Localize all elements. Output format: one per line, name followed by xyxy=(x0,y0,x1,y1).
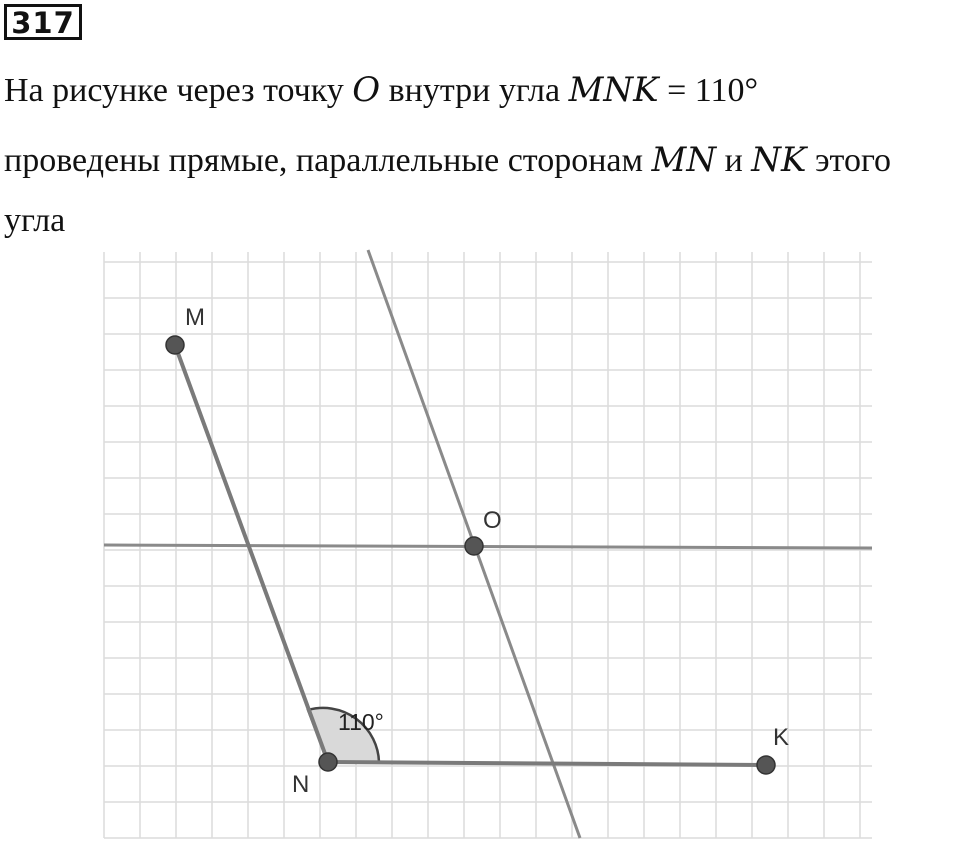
angle-value-text: = 110° xyxy=(658,72,759,109)
statement-line-3: угла xyxy=(4,202,66,239)
label-m: M xyxy=(185,304,205,331)
point-o-math: O xyxy=(352,70,381,110)
angle-name-math: MNK xyxy=(568,70,659,110)
point-o xyxy=(465,537,483,555)
segment-mn xyxy=(175,345,328,762)
point-m xyxy=(166,336,184,354)
statement-text: На рисунке через точку xyxy=(4,72,353,109)
side-nk-math: NK xyxy=(751,140,807,180)
side-mn-math: MN xyxy=(651,140,717,180)
statement-text: проведены прямые, параллельные сторонам xyxy=(4,142,652,179)
statement-text: этого xyxy=(806,142,892,179)
problem-number: 317 xyxy=(4,4,82,40)
point-n xyxy=(319,753,337,771)
angle-label: 110° xyxy=(338,709,384,735)
label-n: N xyxy=(292,771,310,798)
statement-text: и xyxy=(716,142,752,179)
statement-text: внутри угла xyxy=(380,72,569,109)
line-parallel-to-nk xyxy=(104,545,872,548)
label-k: K xyxy=(773,724,790,751)
label-o: O xyxy=(483,507,502,534)
point-k xyxy=(757,756,775,774)
segment-nk xyxy=(328,762,766,765)
